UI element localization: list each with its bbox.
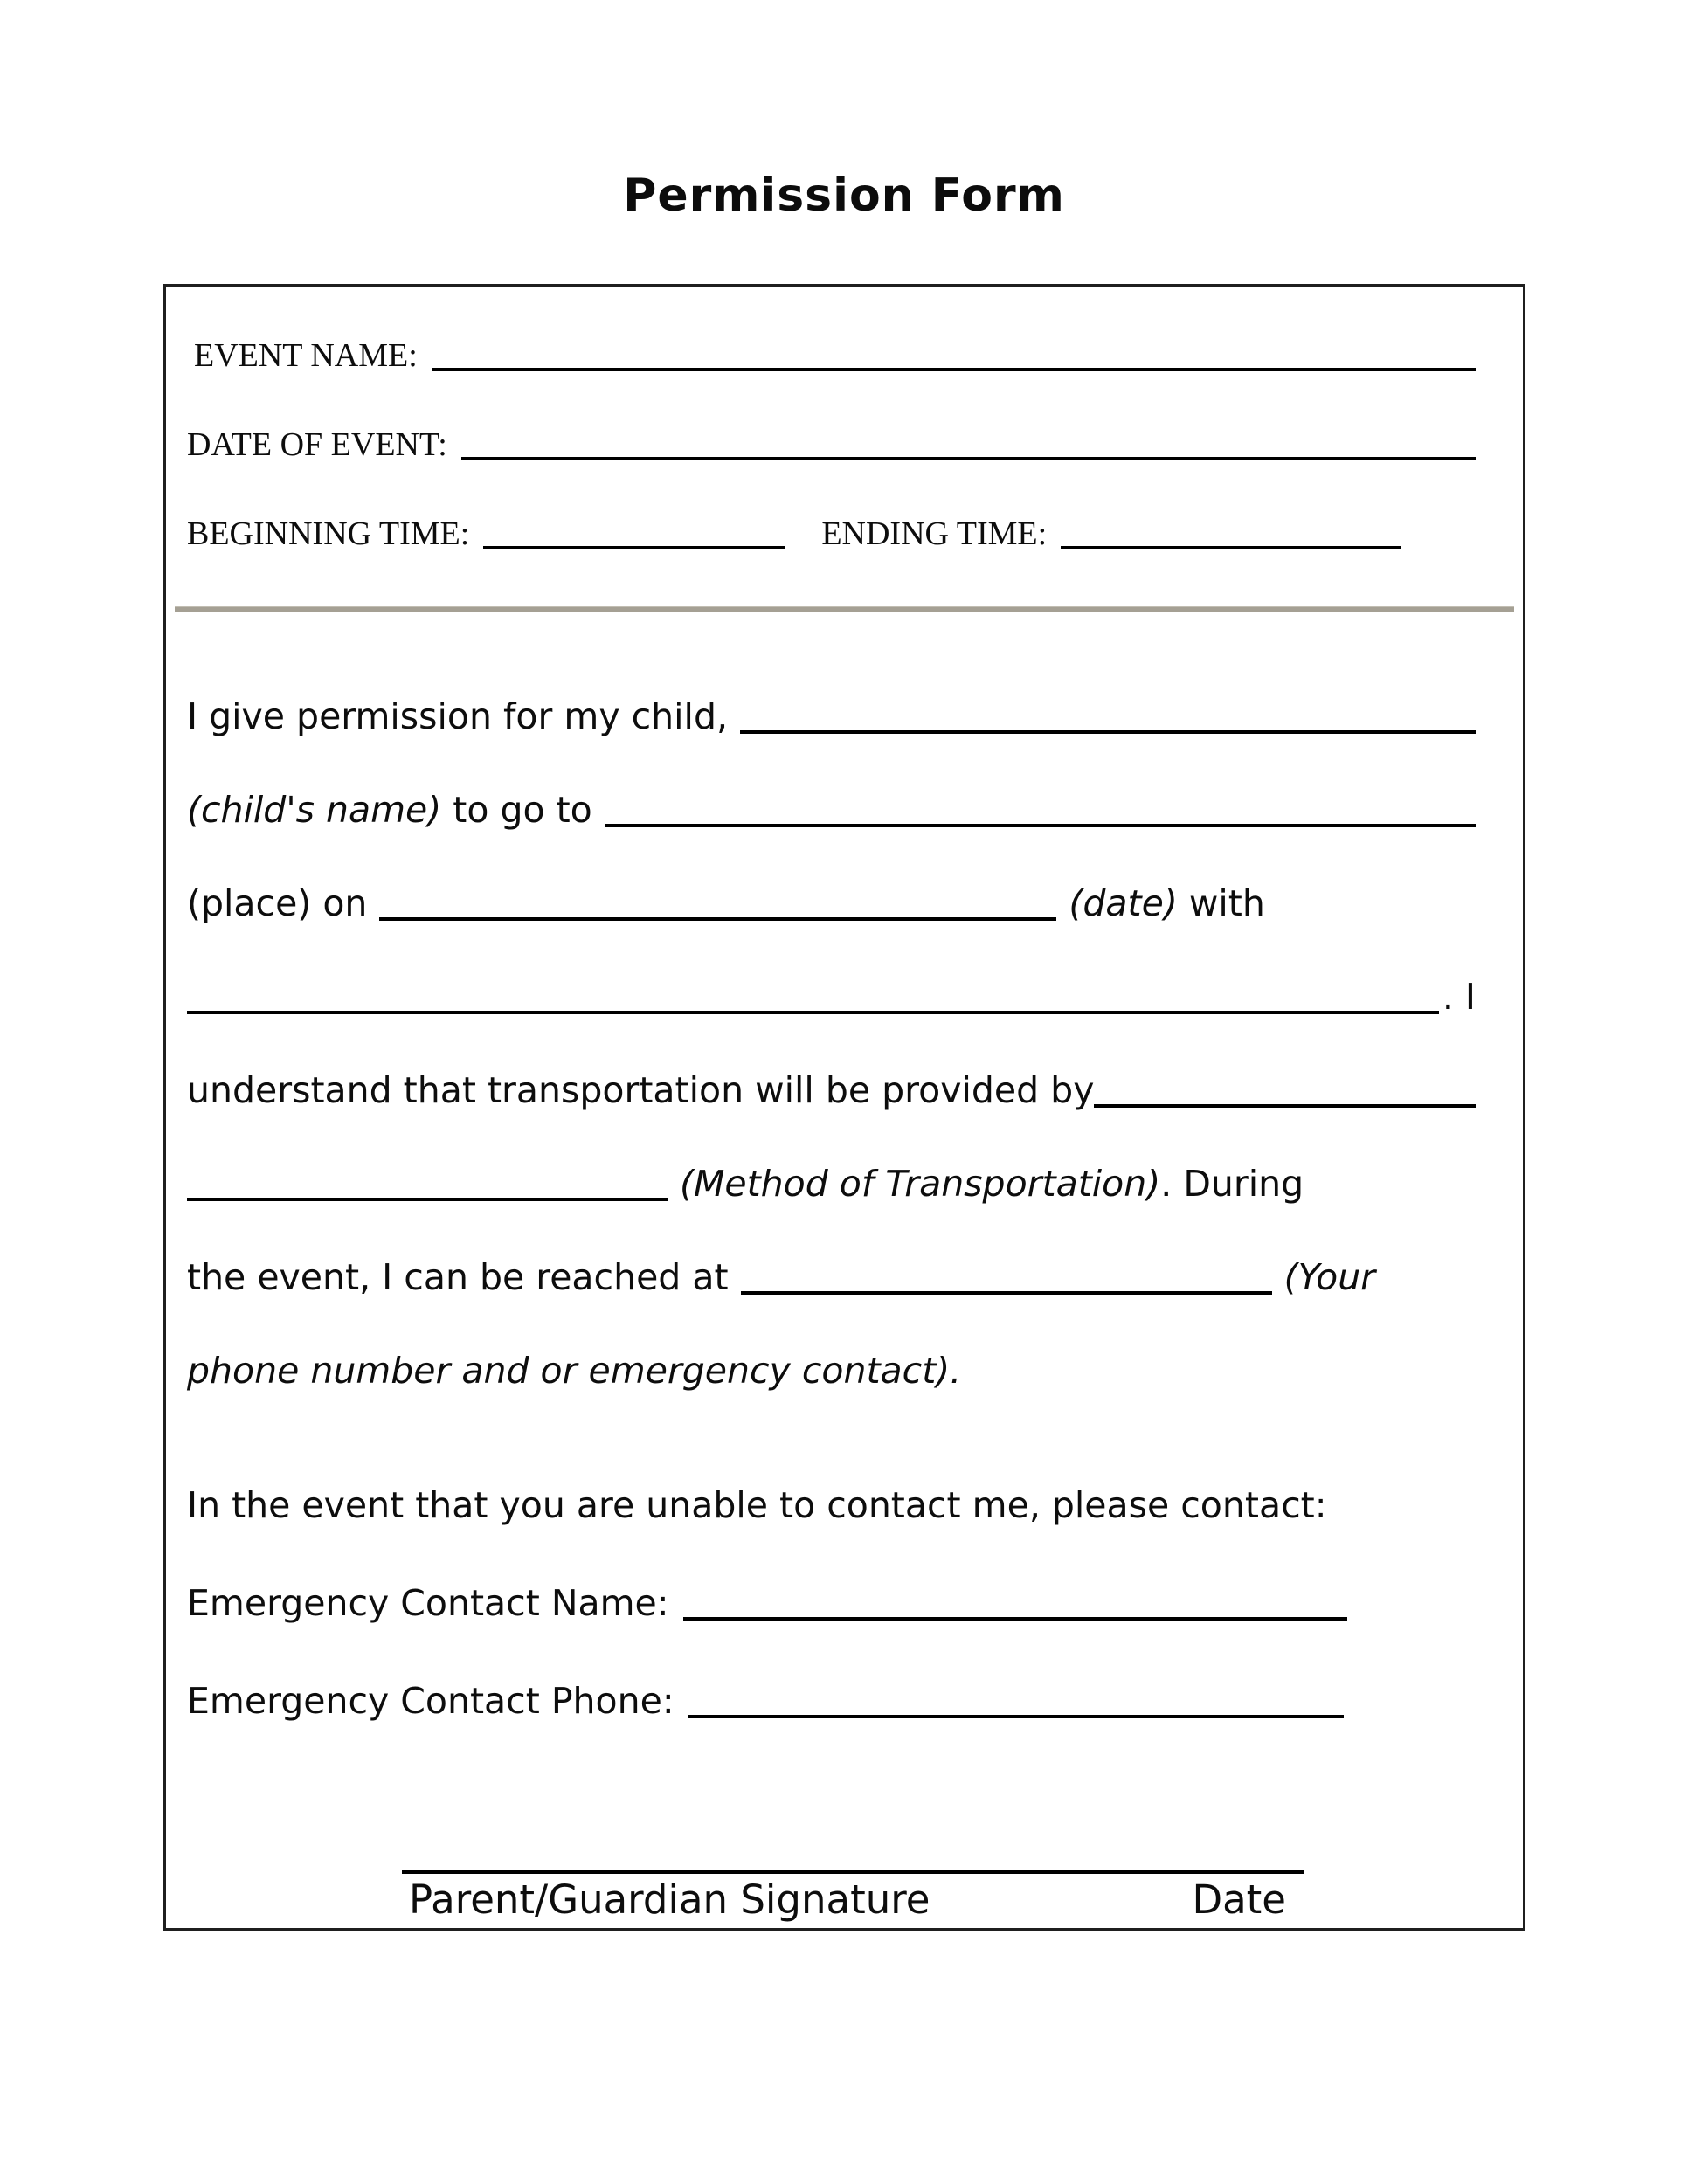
permission-line-6-text: . During <box>1160 1163 1304 1205</box>
date-label: Date <box>1192 1876 1286 1923</box>
beginning-time-label: BEGINNING TIME: <box>187 515 470 552</box>
signature-labels-row <box>187 1876 1476 1929</box>
form-box <box>163 284 1525 1931</box>
permission-line-6 <box>187 1163 1476 1260</box>
signature-line[interactable] <box>402 1870 1304 1874</box>
date-hint: (date) <box>1069 882 1178 924</box>
transportation-blank-1[interactable] <box>1094 1100 1476 1108</box>
contact-intro-text: In the event that you are unable to contact me, please contact: <box>187 1484 1327 1526</box>
transportation-blank-2[interactable] <box>187 1193 668 1201</box>
reach-phone-blank[interactable] <box>741 1287 1272 1295</box>
permission-paragraph <box>166 612 1523 1447</box>
contact-phone-label: Emergency Contact Phone: <box>187 1680 675 1722</box>
contact-intro-row <box>187 1484 1476 1586</box>
date-of-event-row <box>187 428 1476 517</box>
permission-line-5 <box>187 1069 1476 1166</box>
ending-time-blank[interactable] <box>1061 542 1401 549</box>
permission-line-3-text: with <box>1188 882 1265 924</box>
signature-block <box>166 1870 1523 1929</box>
contact-name-row <box>187 1582 1476 1683</box>
place-blank[interactable] <box>605 819 1476 827</box>
permission-line-1 <box>187 695 1476 792</box>
permission-line-4 <box>187 976 1476 1073</box>
permission-line-5-text: understand that transportation will be provided by <box>187 1069 1095 1111</box>
permission-line-1-text: I give permission for my child, <box>187 695 729 737</box>
date-of-event-blank[interactable] <box>461 453 1476 460</box>
permission-line-7-text: the event, I can be reached at <box>187 1256 729 1298</box>
permission-line-2-text: to go to <box>453 789 592 831</box>
contact-name-blank[interactable] <box>683 1613 1347 1621</box>
contact-phone-blank[interactable] <box>688 1711 1344 1718</box>
event-details-section <box>166 287 1523 606</box>
permission-line-4-text: . I <box>1442 976 1476 1018</box>
ending-time-label: ENDING TIME: <box>821 515 1048 552</box>
contact-phone-row <box>187 1680 1476 1781</box>
date-blank[interactable] <box>379 913 1056 921</box>
beginning-time-blank[interactable] <box>483 542 785 549</box>
event-name-label: EVENT NAME: <box>194 337 418 374</box>
accompanying-person-blank[interactable] <box>187 1006 1439 1014</box>
signature-label: Parent/Guardian Signature <box>409 1876 930 1923</box>
event-name-blank[interactable] <box>432 363 1476 371</box>
your-phone-hint-start: (Your <box>1283 1256 1376 1298</box>
your-phone-hint-end: phone number and or emergency contact). <box>187 1350 962 1392</box>
date-of-event-label: DATE OF EVENT: <box>187 426 447 463</box>
permission-line-2 <box>187 789 1476 886</box>
permission-line-3 <box>187 882 1476 979</box>
permission-line-7 <box>187 1256 1476 1353</box>
child-name-hint: (child's name) <box>187 789 442 831</box>
emergency-contact-section <box>166 1447 1523 1781</box>
times-row <box>187 517 1476 606</box>
event-name-row <box>187 339 1476 428</box>
place-hint: (place) on <box>187 882 368 924</box>
contact-name-label: Emergency Contact Name: <box>187 1582 669 1624</box>
permission-line-8 <box>187 1350 1476 1447</box>
child-name-blank[interactable] <box>740 726 1476 734</box>
form-title: Permission Form <box>623 169 1065 222</box>
transportation-hint: (Method of Transportation) <box>680 1163 1161 1205</box>
